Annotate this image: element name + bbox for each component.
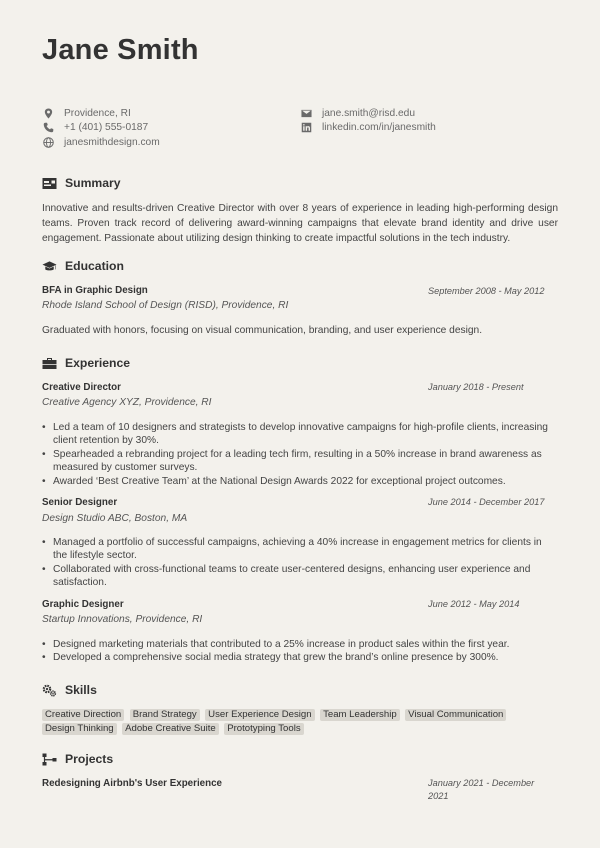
network-icon (42, 752, 58, 766)
education-dates: September 2008 - May 2012 (428, 286, 545, 296)
contact-email (300, 107, 415, 119)
bullet-item: • Designed marketing materials that contributed to a 25% increase in product sales within the first year. (42, 638, 558, 651)
job-bullets (42, 536, 558, 590)
summary-heading (42, 176, 121, 190)
contact-phone (42, 121, 148, 133)
job-bullets (42, 638, 558, 665)
skill-tag: Adobe Creative Suite (122, 723, 219, 735)
skill-tag: Visual Communication (405, 709, 506, 721)
job-dates: January 2018 - Present (428, 382, 524, 392)
contact-location (42, 107, 131, 119)
skill-tag: Creative Direction (42, 709, 124, 721)
email-link[interactable]: jane.smith@risd.edu (322, 107, 416, 119)
job-title: Senior Designer (42, 497, 118, 508)
linkedin-icon (300, 121, 312, 133)
skills-heading (42, 683, 97, 697)
bullet-item: • Led a team of 10 designers and strategists to develop innovative campaigns for high-profile clients, increasing client retention by 30%. (42, 421, 558, 448)
globe-icon (42, 136, 54, 148)
skill-tag: Team Leadership (320, 709, 400, 721)
candidate-name: Jane Smith (42, 34, 199, 66)
map-pin-icon (42, 107, 54, 119)
job-company: Creative Agency XYZ, Providence, RI (42, 397, 212, 408)
bullet-item: • Collaborated with cross-functional teams to create user-centered designs, enhancing user experience and satisfaction. (42, 563, 558, 590)
briefcase-icon (42, 356, 58, 370)
project-dates-line2: 2021 (428, 791, 449, 801)
project-dates-line1: January 2021 - December (428, 778, 535, 788)
education-school: Rhode Island School of Design (RISD), Providence, RI (42, 300, 289, 311)
job-company: Design Studio ABC, Boston, MA (42, 513, 188, 524)
location-text: Providence, RI (64, 107, 131, 119)
project-title: Redesigning Airbnb's User Experience (42, 778, 222, 789)
bullet-item: • Awarded ‘Best Creative Team’ at the National Design Awards 2022 for exceptional project outcomes. (42, 475, 558, 488)
bullet-item: • Developed a comprehensive social media strategy that grew the brand’s online presence by 300%. (42, 651, 558, 664)
skill-tag: User Experience Design (205, 709, 314, 721)
skill-tag: Prototyping Tools (224, 723, 303, 735)
job-dates: June 2012 - May 2014 (428, 599, 520, 609)
summary-heading-label: Summary (65, 176, 121, 190)
education-degree: BFA in Graphic Design (42, 285, 148, 296)
projects-heading (42, 752, 113, 766)
summary-text: Innovative and results-driven Creative Director with over 8 years of experience in leading high-performing design teams. Proven track record of delivering award-winning campaigns that elevate brand identity and drive user engagement. Passionate about utilizing design thinking to create impactful solutions in the tech industry. (42, 203, 558, 245)
gears-icon (42, 683, 58, 697)
contact-linkedin (300, 121, 436, 133)
education-description: Graduated with honors, focusing on visual communication, branding, and user experience design. (42, 325, 483, 336)
linkedin-link[interactable]: linkedin.com/in/janesmith (322, 121, 436, 133)
job-company: Startup Innovations, Providence, RI (42, 614, 203, 625)
experience-heading (42, 356, 130, 370)
skill-tag: Design Thinking (42, 723, 117, 735)
job-title: Graphic Designer (42, 599, 124, 610)
education-heading-label: Education (65, 259, 124, 273)
contact-website (42, 136, 160, 148)
id-card-icon (42, 176, 58, 190)
envelope-icon (300, 107, 312, 119)
skill-tag: Brand Strategy (130, 709, 200, 721)
phone-text[interactable]: +1 (401) 555-0187 (64, 121, 149, 133)
job-dates: June 2014 - December 2017 (428, 497, 545, 507)
website-link[interactable]: janesmithdesign.com (64, 136, 160, 148)
experience-heading-label: Experience (65, 356, 131, 370)
projects-heading-label: Projects (65, 752, 114, 766)
phone-icon (42, 121, 54, 133)
skills-heading-label: Skills (65, 683, 97, 697)
job-title: Creative Director (42, 382, 121, 393)
bullet-item: • Spearheaded a rebranding project for a leading tech firm, resulting in a 50% increase in brand awareness as measured by customer surveys. (42, 448, 558, 475)
bullet-item: • Managed a portfolio of successful campaigns, achieving a 40% increase in engagement metrics for clients in the lifestyle sector. (42, 536, 558, 563)
education-heading (42, 259, 124, 273)
job-bullets (42, 421, 558, 488)
graduation-cap-icon (42, 259, 58, 273)
skills-list (42, 709, 562, 737)
